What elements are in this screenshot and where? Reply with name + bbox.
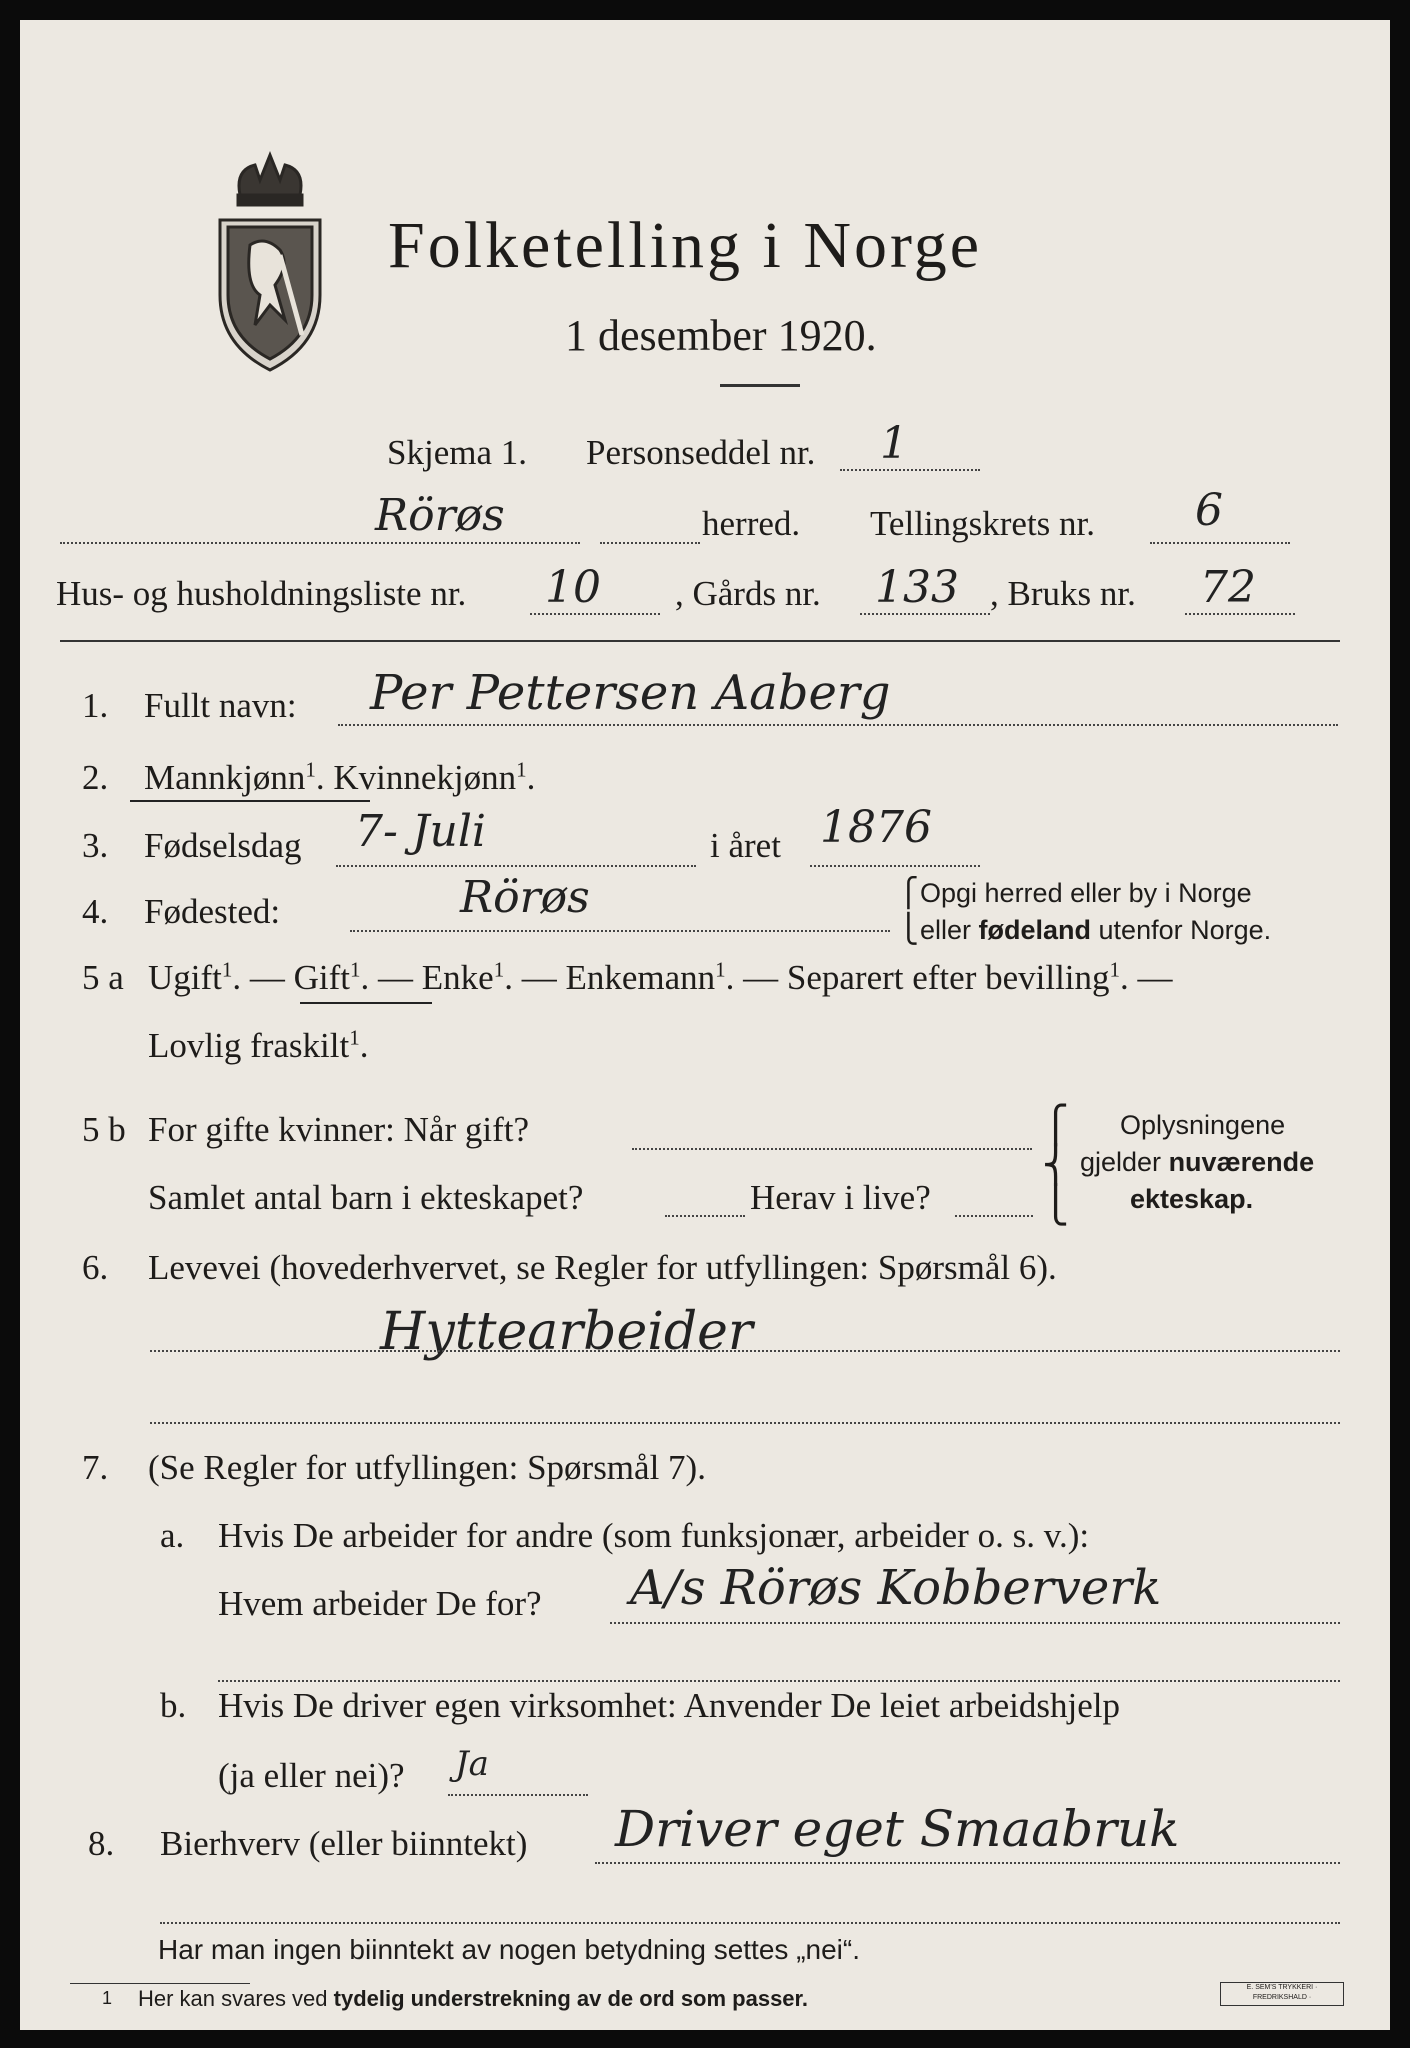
- bruks-label: , Bruks nr.: [990, 574, 1136, 613]
- birthday-line: [336, 865, 696, 867]
- title-rule: [720, 384, 800, 387]
- q1-number: 1.: [82, 686, 109, 725]
- sex-options: [144, 758, 535, 798]
- q5b-line2: Samlet antal barn i ekteskapet?: [148, 1178, 584, 1217]
- herred-line-2: [600, 542, 700, 544]
- birthplace-note-1: Opgi herred eller by i Norge: [920, 878, 1252, 908]
- dot: .: [232, 958, 242, 997]
- footnote-b: tydelig understrekning av de ord som passer.: [333, 1986, 809, 2011]
- footnote-mark: 1: [516, 757, 527, 782]
- gards-label: , Gårds nr.: [675, 574, 821, 613]
- q7b-line2: (ja eller nei)?: [218, 1756, 405, 1795]
- personseddel-line: [840, 469, 980, 471]
- enkemann: Enkemann: [565, 958, 716, 997]
- herred-value: Rörøs: [375, 490, 505, 541]
- q5b-number: 5 b: [82, 1110, 126, 1149]
- alive-line: [955, 1215, 1033, 1217]
- gift: Gift: [293, 958, 351, 997]
- separert: Separert efter bevilling: [786, 958, 1110, 997]
- fraskilt: Lovlig fraskilt: [148, 1026, 350, 1065]
- birthplace-value: Rörøs: [460, 872, 590, 923]
- husliste-value: 10: [545, 562, 601, 613]
- dash: —: [249, 958, 285, 997]
- q5b-note-1: Oplysningene: [1120, 1110, 1286, 1140]
- nei-note: Har man ingen biinntekt av nogen betydning settes „nei“.: [158, 1934, 860, 1965]
- ugift: Ugift: [148, 958, 222, 997]
- printer-stamp: E. SEM'S TRYKKERI · FREDRIKSHALD ·: [1220, 1982, 1344, 2006]
- footnote-mark: 1: [305, 757, 316, 782]
- q2-period: .: [315, 758, 325, 797]
- employer-value: A/s Rörøs Kobberverk: [630, 1560, 1162, 1616]
- side-income-line: [595, 1862, 1340, 1864]
- q7b-number: b.: [160, 1686, 187, 1725]
- year-line: [810, 865, 980, 867]
- dash: —: [743, 958, 779, 997]
- skjema-label: Skjema 1.: [387, 433, 527, 472]
- footnote-a: Her kan svares ved: [138, 1986, 334, 2011]
- footnote-text: [138, 1986, 808, 2012]
- q7b-line1: Hvis De driver egen virksomhet: Anvender De leiet arbeidshjelp: [218, 1686, 1120, 1725]
- personseddel-value: 1: [880, 418, 908, 469]
- q4-number: 4.: [82, 892, 109, 931]
- q5b-line1: For gifte kvinner: Når gift?: [148, 1110, 530, 1149]
- marital-options: [148, 958, 1173, 998]
- q3-label: Fødselsdag: [144, 826, 302, 865]
- tellingskrets-value: 6: [1195, 485, 1223, 536]
- brace-icon: ⎧ ⎨ ⎩: [1042, 1105, 1069, 1225]
- footnote-mark: 1: [350, 957, 361, 982]
- dash: —: [378, 958, 414, 997]
- footnote-mark: 1: [221, 957, 233, 982]
- male-underline: [130, 800, 370, 802]
- q7a-number: a.: [160, 1516, 185, 1555]
- form-title: Folketelling i Norge: [388, 209, 983, 282]
- employer-line: [610, 1622, 1340, 1624]
- form-date: 1 desember 1920.: [565, 311, 877, 360]
- sex-male: Mannkjønn: [144, 758, 306, 797]
- q7-number: 7.: [82, 1448, 109, 1487]
- birth-year-value: 1876: [820, 802, 932, 853]
- q8-number: 8.: [88, 1824, 115, 1863]
- footnote-mark: 1: [715, 957, 726, 982]
- side-income-value: Driver eget Smaabruk: [615, 1800, 1180, 1858]
- census-form-sheet: [20, 20, 1390, 2030]
- q5a-number: 5 a: [82, 958, 124, 997]
- footnote-mark: 1: [493, 957, 505, 982]
- note-2b: nuværende: [1168, 1147, 1315, 1177]
- gards-value: 133: [875, 562, 959, 613]
- personseddel-label: Personseddel nr.: [586, 433, 816, 472]
- bruks-value: 72: [1200, 562, 1256, 613]
- sex-female: Kvinnekjønn: [333, 758, 517, 797]
- coat-of-arms-icon: [210, 145, 330, 375]
- dash: —: [521, 958, 557, 997]
- q7a-line2: Hvem arbeider De for?: [218, 1584, 542, 1623]
- note-2-b: fødeland: [978, 915, 1092, 945]
- note-2-c: utenfor Norge.: [1091, 915, 1272, 945]
- gards-line: [860, 613, 990, 615]
- occupation-value: Hyttearbeider: [380, 1302, 753, 1362]
- bruks-line: [1185, 613, 1295, 615]
- note-2a: gjelder: [1080, 1147, 1169, 1177]
- dot: .: [504, 958, 513, 997]
- occupation-line: [150, 1350, 1340, 1352]
- enke: Enke: [421, 958, 494, 997]
- q1-line: [338, 724, 1338, 726]
- husliste-line: [530, 613, 660, 615]
- side-income-line-2: [160, 1922, 1340, 1924]
- dot: .: [725, 958, 735, 997]
- dot: .: [1120, 958, 1129, 997]
- hired-help-value: Ja: [455, 1744, 489, 1784]
- header-divider: [60, 640, 1340, 642]
- q5b-note-2: [1080, 1147, 1314, 1178]
- q8-label: Bierhverv (eller biinntekt): [160, 1824, 528, 1863]
- herred-label: herred.: [702, 504, 801, 543]
- birthplace-line: [350, 930, 890, 932]
- children-line: [665, 1215, 745, 1217]
- married-when-line: [632, 1148, 1032, 1150]
- q5b-alive: Herav i live?: [750, 1178, 931, 1217]
- q6-label: Levevei (hovederhvervet, se Regler for utfyllingen: Spørsmål 6).: [148, 1248, 1057, 1287]
- hired-help-line: [448, 1794, 588, 1796]
- tellingskrets-label: Tellingskrets nr.: [870, 504, 1096, 543]
- brace-icon: ⎧ ⎩: [898, 878, 919, 945]
- fraskilt-option: [148, 1026, 368, 1066]
- q3-number: 3.: [82, 826, 109, 865]
- footnote-number: 1: [102, 1988, 113, 2008]
- occupation-line-2: [150, 1422, 1340, 1424]
- employer-line-2: [218, 1680, 1340, 1682]
- q7a-line1: Hvis De arbeider for andre (som funksjonær, arbeider o. s. v.):: [218, 1516, 1090, 1555]
- gift-underline: [300, 1002, 432, 1004]
- q6-number: 6.: [82, 1248, 109, 1287]
- q2-number: 2.: [82, 758, 109, 797]
- dot: .: [360, 958, 370, 997]
- footnote-mark: 1: [349, 1025, 360, 1050]
- tellingskrets-line: [1150, 542, 1290, 544]
- note-2-a: eller: [920, 915, 979, 945]
- dash: —: [1137, 958, 1173, 997]
- q7-label: (Se Regler for utfyllingen: Spørsmål 7).: [148, 1448, 706, 1487]
- birthplace-note-2: [920, 915, 1271, 946]
- footnote-mark: 1: [1109, 957, 1121, 982]
- birthday-value: 7- Juli: [355, 806, 486, 857]
- full-name-value: Per Pettersen Aaberg: [370, 665, 891, 721]
- q4-label: Fødested:: [144, 892, 281, 931]
- herred-line: [60, 542, 580, 544]
- footnote-rule: [70, 1983, 250, 1984]
- q1-label: Fullt navn:: [144, 686, 297, 725]
- year-label: i året: [710, 826, 781, 865]
- dot: .: [359, 1026, 369, 1065]
- q5b-note-3: ekteskap.: [1130, 1184, 1254, 1214]
- q2-period: .: [526, 758, 536, 797]
- husliste-label: Hus- og husholdningsliste nr.: [56, 574, 467, 613]
